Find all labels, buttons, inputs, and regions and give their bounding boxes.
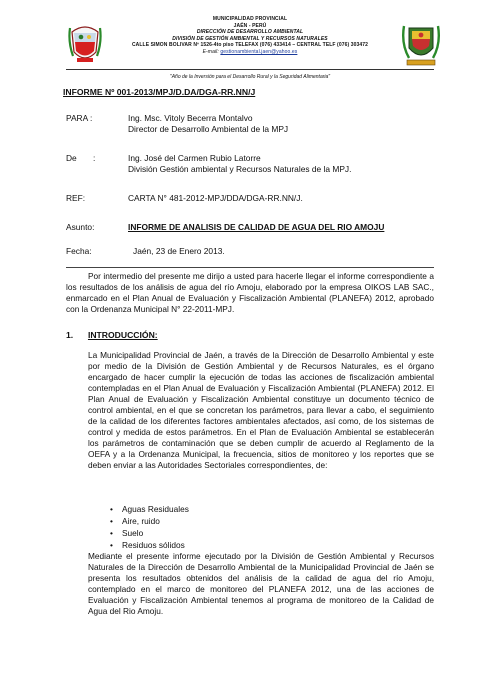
section-paragraph: La Municipalidad Provincial de Jaén, a través de la Dirección de Desarrollo Ambiental y este por medio de la División de Gestión Ambiental y de Recursos Naturales, es el órgano encargado de hacer cumplir la ejecución de todas las acciones de fiscalización ambiental contempladas en el Plan Anual de Evaluación y Fiscalización Ambiental (PLANEFA) 2012. El Plan Anual de Evaluación y Fiscalización Ambiental constituye un documento técnico de control ambiental, en el que se concretan los parámetros, para llevar a cabo, el seguimiento de la calidad de los diferentes factores ambientales afectados, así como, de los sistemas de control y medida de estos parámetros. En el Plan de Evaluación Ambiental se establecerán los parámetros de contaminación que se deben cumplir de acuerdo al Reglamento de la OEFA y a la Ordenanza Municipal, la frecuencia, sitios de monitoreo y los reportes que se deben enviar a las Autoridades Sectoriales correspondientes, de: [88,350,434,470]
header-separator [66,267,434,268]
asunto-label: Asunto: [66,222,95,232]
de-role: División Gestión ambiental y Recursos Naturales de la MPJ. [128,164,352,174]
para-label: PARA : [66,113,93,123]
asunto-value: INFORME DE ANALISIS DE CALIDAD DE AGUA DEL RIO AMOJU [128,222,385,232]
section-title: INTRODUCCIÓN: [87,330,158,340]
letterhead-line1: MUNICIPALIDAD PROVINCIAL [212,16,288,22]
closing-paragraph: Mediante el presente informe ejecutado por la División de Gestión Ambiental y Recursos Naturales de la Dirección de Desarrollo Ambiental de la Municipalidad Provincial de Jaén se presenta los resultados obtenidos del análisis de la calidad de agua del río Amoju, contemplado en el marco de monitoreo del PLANEFA 2012, una de las acciones de Evaluación y Fiscalización Ambiental tenemos al programa de monitoreo de la Calidad de Agua del Rio Amoju. [88,551,434,616]
para-role: Director de Desarrollo Ambiental de la MPJ [128,124,289,134]
de-label: De : [66,153,96,163]
ref-label: REF: [66,193,86,203]
letterhead-line4: DIVISIÓN DE GESTIÓN AMBIENTAL Y RECURSOS NATURALES [172,35,328,42]
fecha-value: Jaén, 23 de Enero 2013. [133,246,225,256]
letterhead [0,16,500,56]
report-number: INFORME Nº 001-2013/MPJ/D.DA/DGA-RR.NN/J [63,87,256,97]
intro-paragraph: Por intermedio del presente me dirijo a usted para hacerle llegar el informe correspondiente a los resultados de los análisis de agua del río Amoju, elaborado por la empresa OIKOS LAB SAC., enmarcado en el Plan Anual de Evaluación y Fiscalización Ambiental (PLANEFA) 2012, aprobado con la Ordenanza Municipal N° 22-2011-MPJ. [66,271,434,314]
para-name: Ing. Msc. Vitoly Becerra Montalvo [128,113,253,123]
list-item: • Suelo [110,527,189,539]
bullet-list [110,503,189,551]
de-name: Ing. José del Carmen Rubio Latorre [128,153,261,163]
letterhead-email-line [0,49,500,56]
list-item: • Aguas Residuales [110,503,189,515]
letterhead-line3: DIRECCIÓN DE DESARROLLO AMBIENTAL [196,29,304,36]
email-label: E-mail: [202,48,219,55]
letterhead-divider [66,69,434,70]
list-item: • Aire, ruido [110,515,189,527]
email-link[interactable]: gestionambiental.jaen@yahoo.es [220,48,298,55]
list-item: • Residuos sólidos [110,539,189,551]
section-number: 1. [66,330,74,340]
ref-value: CARTA N° 481-2012-MPJ/DDA/DGA-RR.NN/J. [128,193,303,203]
section-heading [66,330,158,340]
letterhead-address: CALLE SIMON BOLIVAR Nº 1526-4to piso TELEFAX (076) 433414 – CENTRAL TELF (076) 303472 [131,42,369,49]
motto: "Año de la Inversión para el Desarrollo Rural y la Seguridad Alimentaria" [169,74,331,80]
letterhead-line2: JAÉN - PERÚ [233,22,267,29]
fecha-label: Fecha: [66,246,92,256]
